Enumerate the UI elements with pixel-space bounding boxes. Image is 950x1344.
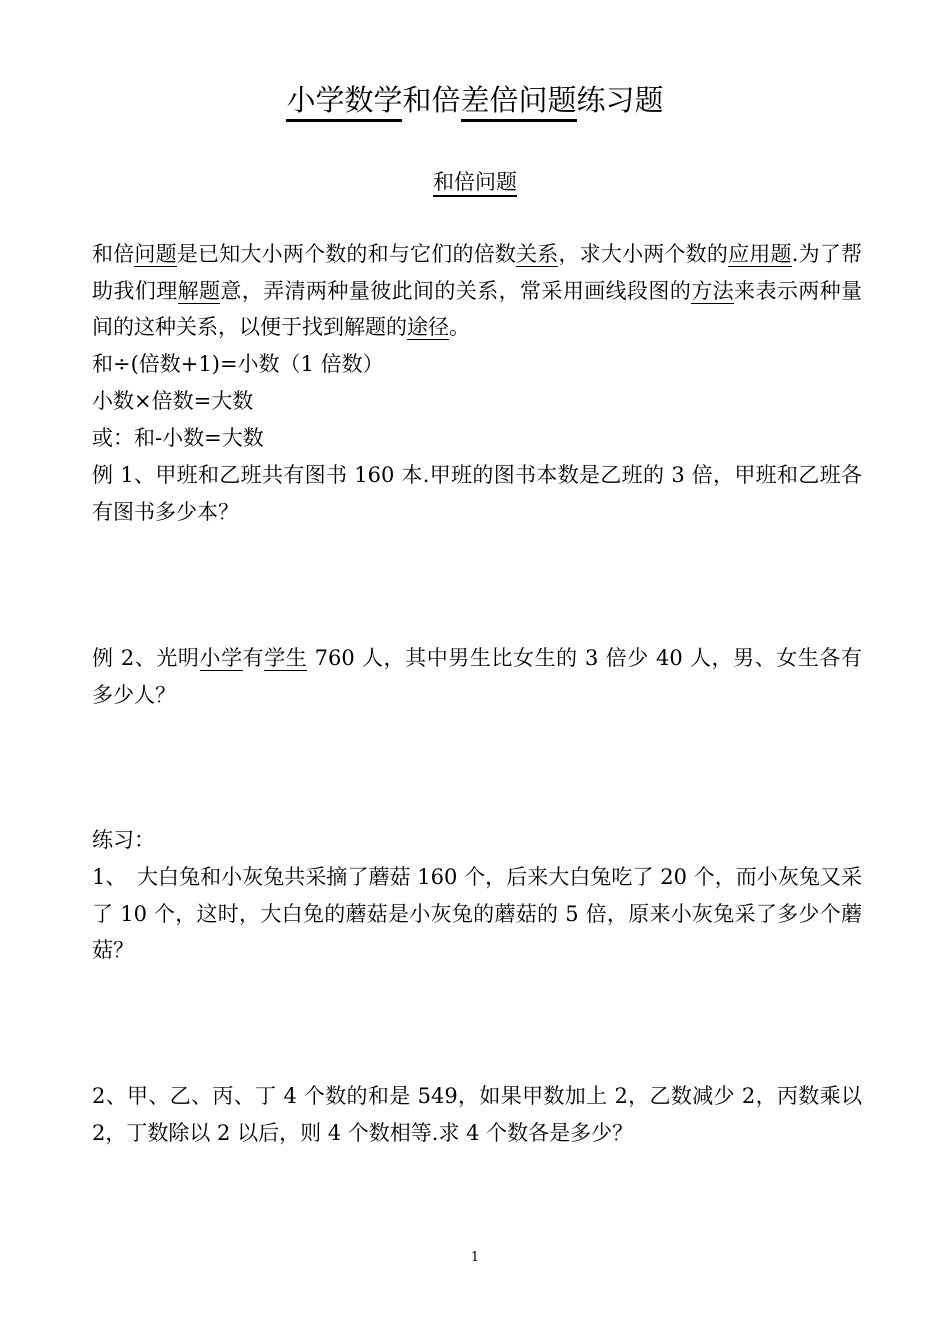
intro-link-yingyongti[interactable]: 应用题 bbox=[728, 242, 792, 266]
intro-s7: .为了帮助我们理 bbox=[92, 242, 862, 303]
title-part-2: 和倍 bbox=[402, 83, 461, 117]
example2-s5: 760 人，其中男生比女生的 3 倍少 40 人，男、女生各有多少人？ bbox=[92, 646, 863, 707]
intro-s1: 和倍 bbox=[92, 242, 135, 266]
intro-link-fangfa[interactable]: 方法 bbox=[691, 278, 735, 303]
intro-s11: 来表示两种量间的这种关系，以便于找到解题的 bbox=[92, 278, 863, 339]
title-part-3: 差倍问题 bbox=[461, 83, 577, 122]
title-part-4: 练习题 bbox=[576, 83, 664, 117]
intro-link-jieti[interactable]: 解题 bbox=[177, 278, 221, 303]
formula-3: 或：和-小数=大数 bbox=[92, 426, 264, 450]
intro-s3: 是已知大小两个数的和与它们的倍数 bbox=[176, 242, 517, 266]
intro-s5: ，求大小两个数的 bbox=[558, 242, 729, 266]
example-1: 例 1、甲班和乙班共有图书 160 本.甲班的图书本数是乙班的 3 倍，甲班和乙班各有图书多少本？ bbox=[92, 463, 862, 524]
intro-link-guanxi[interactable]: 关系 bbox=[516, 242, 559, 266]
page-number: 1 bbox=[470, 1250, 480, 1265]
example2-s1: 例 2、光明 bbox=[92, 646, 200, 670]
formula-1: 和÷(倍数+1)=小数（1 倍数） bbox=[92, 352, 384, 376]
intro-paragraph bbox=[92, 236, 862, 346]
example-2 bbox=[92, 640, 862, 713]
intro-link-tujing[interactable]: 途径 bbox=[407, 315, 449, 339]
intro-s13: 。 bbox=[449, 315, 470, 339]
practice-label: 练习： bbox=[92, 828, 155, 852]
intro-link-wenti[interactable]: 问题 bbox=[134, 242, 177, 266]
title-part-1: 小学数学 bbox=[286, 83, 402, 122]
practice-item-1: 1、 大白兔和小灰兔共采摘了蘑菇 160 个，后来大白兔吃了 20 个，而小灰兔又采了 10 个，这时，大白兔的蘑菇是小灰兔的蘑菇的 5 倍，原来小灰兔采了多少个蘑菇？ bbox=[92, 865, 862, 962]
example2-s3: 有 bbox=[242, 646, 265, 670]
example2-link-xiaoxue[interactable]: 小学 bbox=[199, 646, 243, 670]
section-heading-text: 和倍问题 bbox=[433, 170, 517, 197]
intro-s9: 意，弄清两种量彼此间的关系，常采用画线段图的 bbox=[220, 278, 692, 303]
section-heading bbox=[0, 167, 950, 197]
practice-item-2: 2、甲、乙、丙、丁 4 个数的和是 549，如果甲数加上 2，乙数减少 2，丙数乘以 2，丁数除以 2 以后，则 4 个数相等.求 4 个数各是多少？ bbox=[92, 1084, 862, 1145]
formula-2: 小数×倍数=大数 bbox=[92, 389, 254, 413]
example2-link-xuesheng[interactable]: 学生 bbox=[264, 646, 308, 670]
page-title bbox=[0, 80, 950, 120]
